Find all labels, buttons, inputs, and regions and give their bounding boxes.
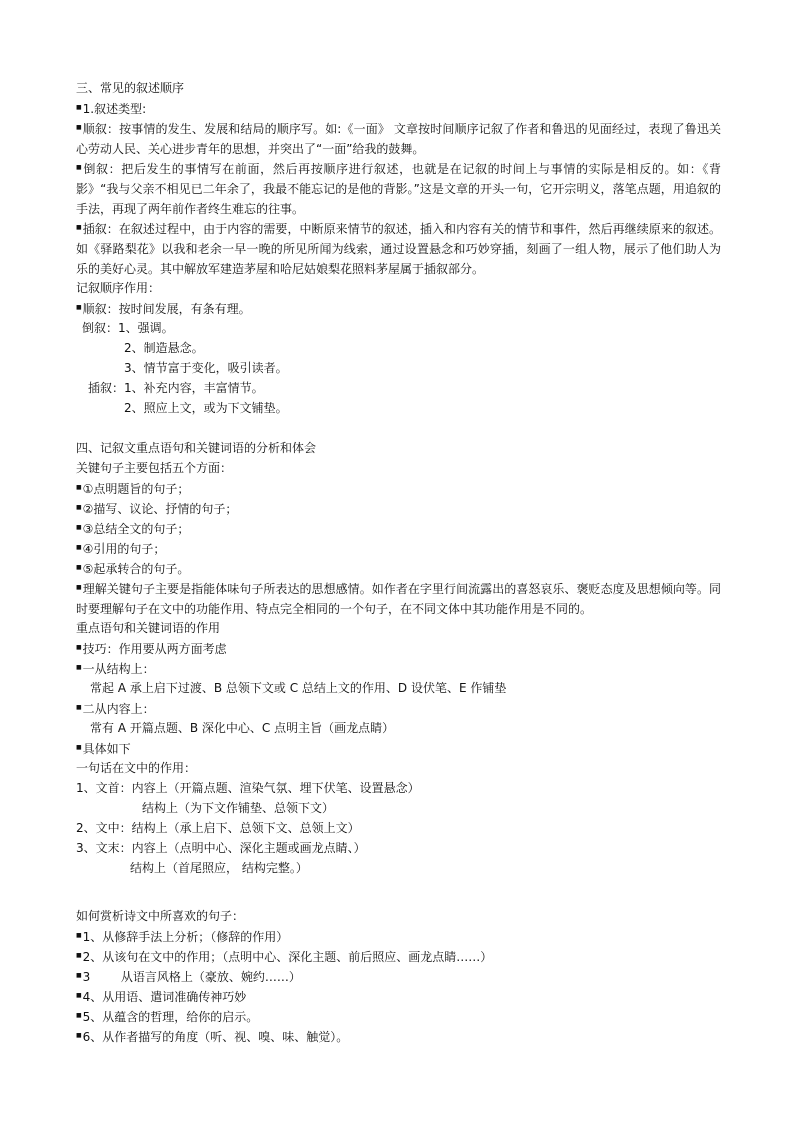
narration-types-label: ■ 1.叙述类型:: [76, 98, 721, 118]
section-4-title: 四、记叙文重点语句和关键词语的分析和体会: [76, 441, 317, 455]
interposed-narration-paragraph: ■ 插叙：在叙述过程中，由于内容的需要，中断原来情节的叙述，插入和内容有关的情节和事件，然后再继续原来的叙述。如《驿路梨花》以我和老余一早一晚的所见所闻为线索，通过设置悬念和巧妙穿插，刻画了一组人物，展示了他们助人为乐的美好心灵。其中解放军建造茅屋和哈尼姑娘梨花照料茅屋属于插叙部分。: [76, 218, 721, 278]
appreciation-item: ■ 5、从蕴含的哲理，给你的启示。: [76, 1006, 721, 1026]
section-3-title: 三、常见的叙述顺序: [76, 81, 185, 95]
position-end-structure: 结构上（首尾照应， 结构完整。）: [130, 861, 308, 875]
effect-chronological: ■ 顺叙：按时间发展，有条有理。: [76, 298, 721, 318]
appreciation-item: ■ 1、从修辞手法上分析；（修辞的作用）: [76, 926, 721, 946]
effect-flashback-1: 倒叙：1、强调。: [82, 321, 174, 335]
effect-interposed-1: 插叙：1、补充内容，丰富情节。: [88, 381, 264, 395]
understanding-paragraph: ■ 理解关键句子主要是指能体味句子所表达的思想感情。如作者在字里行间流露出的喜怒哀乐、褒贬态度及思想倾向等。同时要理解句子在文中的功能作用、特点完全相同的一个句子，在不同文体中其功能作用是不同的。: [76, 578, 721, 618]
role-title: 重点语句和关键词语的作用: [76, 621, 221, 635]
structure-title: ■ 一从结构上：: [76, 658, 721, 678]
appreciation-item: ■ 3 从语言风格上（豪放、婉约……）: [76, 966, 721, 986]
position-title: 一句话在文中的作用：: [76, 761, 197, 775]
key-sentence-item: ■ ③总结全文的句子；: [76, 518, 721, 538]
key-sentence-item: ■ ②描写、议论、抒情的句子；: [76, 498, 721, 518]
structure-text: 常起 A 承上启下过渡、B 总领下文或 C 总结上文的作用、D 设伏笔、E 作铺垫: [90, 681, 507, 695]
document-body: [76, 78, 721, 1046]
position-start-structure: 结构上（为下文作铺垫、总领下文）: [142, 801, 335, 815]
position-end-content: 3、文末：内容上（点明中心、深化主题或画龙点睛、）: [76, 841, 366, 855]
appreciation-item: ■ 2、从该句在文中的作用；（点明中心、深化主题、前后照应、画龙点睛……）: [76, 946, 721, 966]
appreciation-item: ■ 6、从作者描写的角度（听、视、嗅、味、触觉）。: [76, 1026, 721, 1046]
key-sentence-item: ■ ④引用的句子；: [76, 538, 721, 558]
technique-line: ■ 技巧：作用要从两方面考虑: [76, 638, 721, 658]
effect-interposed-2: 2、照应上文，或为下文铺垫。: [124, 401, 288, 415]
detail-label: ■ 具体如下: [76, 738, 721, 758]
flashback-narration-paragraph: ■ 倒叙：把后发生的事情写在前面，然后再按顺序进行叙述，也就是在记叙的时间上与事情的实际是相反的。如：《背影》“我与父亲不相见已二年余了，我最不能忘记的是他的背影。”这是文章的开头一句，它开宗明义，落笔点题，用追叙的手法，再现了两年前作者终生难忘的往事。: [76, 158, 721, 218]
chronological-narration-paragraph: ■ 顺叙：按事情的发生、发展和结局的顺序写。如:《一面》 文章按时间顺序记叙了作者和鲁迅的见面经过，表现了鲁迅关心劳动人民、关心进步青年的思想，并突出了“一面”给我的鼓舞。: [76, 118, 721, 158]
position-start-content: 1、文首：内容上（开篇点题、渲染气氛、埋下伏笔、设置悬念）: [76, 781, 420, 795]
narration-effect-title: 记叙顺序作用：: [76, 281, 161, 295]
key-sentence-item: ■ ①点明题旨的句子；: [76, 478, 721, 498]
key-sentence-item: ■ ⑤起承转合的句子。: [76, 558, 721, 578]
appreciation-item: ■ 4、从用语、遣词准确传神巧妙: [76, 986, 721, 1006]
appreciation-title: 如何赏析诗文中所喜欢的句子：: [76, 909, 245, 923]
effect-flashback-2: 2、制造悬念。: [124, 341, 204, 355]
content-text: 常有 A 开篇点题、B 深化中心、C 点明主旨（画龙点睛）: [90, 721, 395, 735]
effect-flashback-3: 3、情节富于变化，吸引读者。: [124, 361, 288, 375]
content-title: ■ 二从内容上：: [76, 698, 721, 718]
key-sentences-intro: 关键句子主要包括五个方面：: [76, 461, 233, 475]
position-middle: 2、文中：结构上（承上启下、总领下文、总领上文）: [76, 821, 360, 835]
